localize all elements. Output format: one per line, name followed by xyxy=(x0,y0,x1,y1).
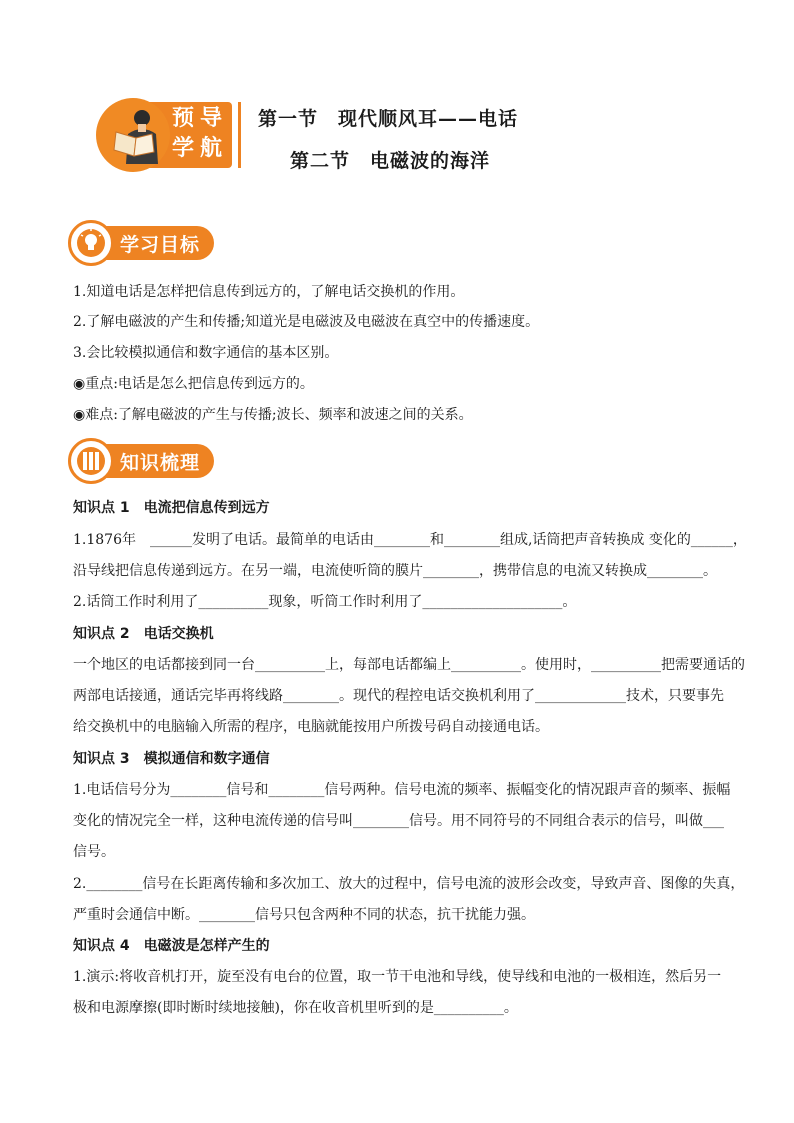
kp3-line-4: 2.________信号在长距离传输和多次加工、放大的过程中，信号电流的波形会改变，导致声音、图像的失真， xyxy=(73,876,745,892)
kp1-line-2: 沿导线把信息传递到远方。在另一端，电流使听筒的膜片________，携带信息的电流又转换成________。 xyxy=(73,563,717,579)
knowledge-point-2-title: 知识点 2 电话交换机 xyxy=(73,626,214,642)
objectives-label: 学习目标 xyxy=(120,234,201,256)
kp1-line-1: 1.1876年 ______发明了电话。最简单的电话由________和________组成,话筒把声音转换成 变化的______， xyxy=(73,532,747,548)
reading-person-icon xyxy=(102,104,172,168)
objective-1: 1.知道电话是怎样把信息传到远方的，了解电话交换机的作用。 xyxy=(73,284,465,300)
objective-2: 2.了解电磁波的产生和传播;知道光是电磁波及电磁波在真空中的传播速度。 xyxy=(73,314,540,330)
section-title-2: 第二节 电磁波的海洋 xyxy=(290,150,491,172)
header-divider xyxy=(238,102,241,168)
knowledge-label: 知识梳理 xyxy=(120,452,201,474)
kp3-line-2: 变化的情况完全一样，这种电流传递的信号叫________信号。用不同符号的不同组合表示的信号，叫做___ xyxy=(73,813,724,829)
lightbulb-icon xyxy=(68,220,114,266)
kp2-line-3: 给交换机中的电脑输入所需的程序，电脑就能按用户所拨号码自动接通电话。 xyxy=(73,719,549,735)
kp3-line-1: 1.电话信号分为________信号和________信号两种。信号电流的频率、振幅变化的情况跟声音的频率、振幅 xyxy=(73,782,731,798)
kp2-line-1: 一个地区的电话都接到同一台__________上，每部电话都编上__________。使用时，__________把需要通话的 xyxy=(73,657,745,673)
knowledge-point-1-title: 知识点 1 电流把信息传到远方 xyxy=(73,500,270,516)
kp3-line-3: 信号。 xyxy=(73,844,115,860)
section-title-1: 第一节 现代顺风耳——电话 xyxy=(258,108,519,130)
objective-3: 3.会比较模拟通信和数字通信的基本区别。 xyxy=(73,345,339,361)
badge-line-2: 学航 xyxy=(172,136,229,161)
badge-line-1: 预导 xyxy=(172,106,229,131)
kp2-line-2: 两部电话接通，通话完毕再将线路________。现代的程控电话交换机利用了_____________技术，只要事先 xyxy=(73,688,724,704)
preview-guide-badge xyxy=(96,98,236,172)
knowledge-banner xyxy=(66,438,216,484)
objectives-banner xyxy=(66,220,216,266)
badge-text xyxy=(172,104,232,164)
knowledge-point-4-title: 知识点 4 电磁波是怎样产生的 xyxy=(73,938,270,954)
books-icon xyxy=(68,438,114,484)
kp4-line-2: 极和电源摩擦(即时断时续地接触)，你在收音机里听到的是__________。 xyxy=(73,1000,518,1016)
kp3-line-5: 严重时会通信中断。________信号只包含两种不同的状态，抗干扰能力强。 xyxy=(73,907,535,923)
kp1-line-3: 2.话筒工作时利用了__________现象，听筒工作时利用了____________________。 xyxy=(73,594,577,610)
knowledge-point-3-title: 知识点 3 模拟通信和数字通信 xyxy=(73,751,270,767)
kp4-line-1: 1.演示:将收音机打开，旋至没有电台的位置，取一节干电池和导线，使导线和电池的一极相连，然后另一 xyxy=(73,969,722,985)
objective-key-point: ◉重点:电话是怎么把信息传到远方的。 xyxy=(73,376,314,392)
objective-difficult-point: ◉难点:了解电磁波的产生与传播;波长、频率和波速之间的关系。 xyxy=(73,407,473,423)
